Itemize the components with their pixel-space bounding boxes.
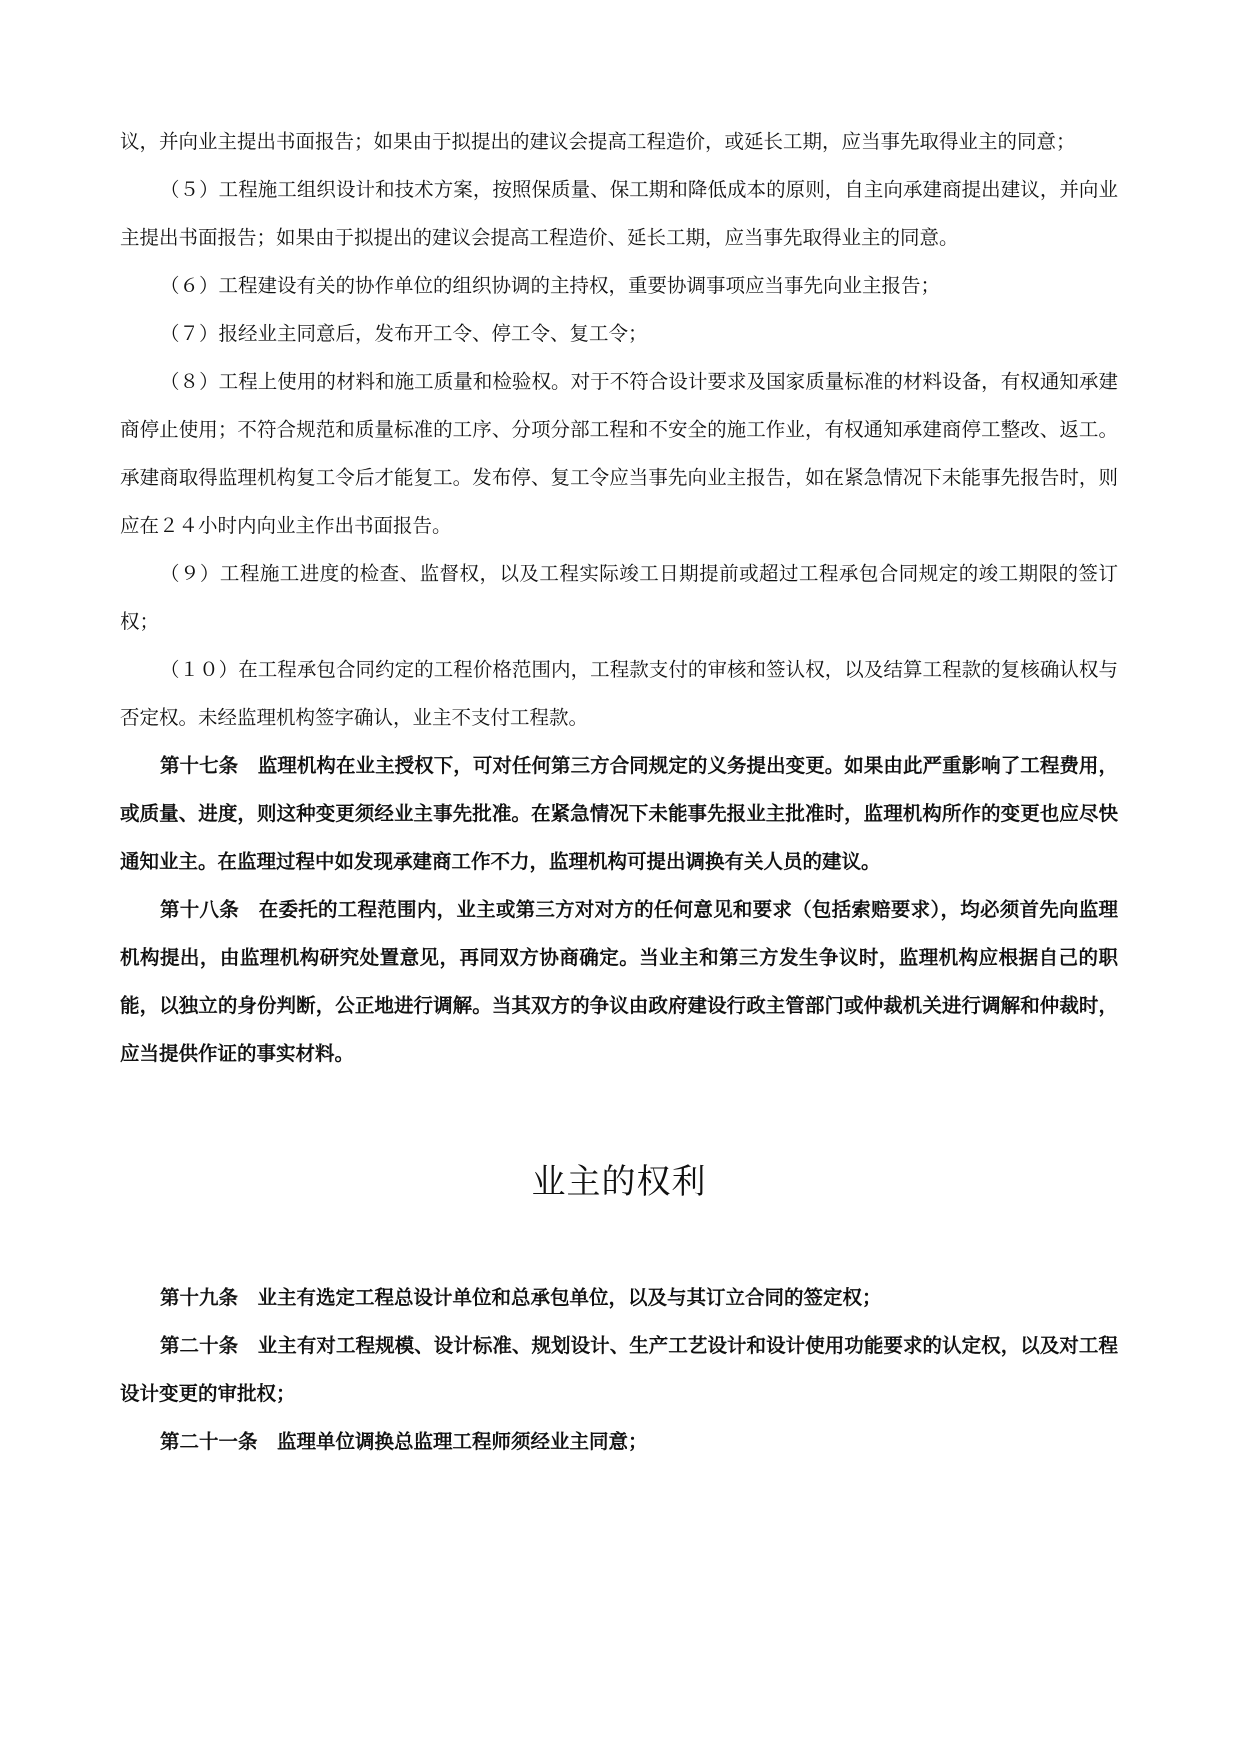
article-18: 第十八条 在委托的工程范围内，业主或第三方对对方的任何意见和要求（包括索赔要求），均必须首先向监理机构提出，由监理机构研究处置意见，再同双方协商确定。当业主和第三方发生争议时，监理机构应根据自己的职能，以独立的身份判断，公正地进行调解。当其双方的争议由政府建设行政主管部门或仲裁机关进行调解和仲裁时，应当提供作证的事实材料。 xyxy=(120,898,1118,1065)
paragraph-item-7: （７）报经业主同意后，发布开工令、停工令、复工令； xyxy=(160,322,648,345)
paragraph-item-6: （６）工程建设有关的协作单位的组织协调的主持权，重要协调事项应当事先向业主报告； xyxy=(160,274,941,297)
article-19: 第十九条 业主有选定工程总设计单位和总承包单位，以及与其订立合同的签定权； xyxy=(160,1286,882,1309)
paragraph-item-5: （５）工程施工组织设计和技术方案，按照保质量、保工期和降低成本的原则，自主向承建商提出建议，并向业主提出书面报告；如果由于拟提出的建议会提高工程造价、延长工期，应当事先取得业主的同意。 xyxy=(120,178,1118,249)
section-title: 业主的权利 xyxy=(531,1162,707,1202)
paragraph-continuation: 议，并向业主提出书面报告；如果由于拟提出的建议会提高工程造价，或延长工期，应当事先取得业主的同意； xyxy=(120,130,1076,153)
document-page xyxy=(120,118,1118,1466)
paragraph-item-10: （１０）在工程承包合同约定的工程价格范围内，工程款支付的审核和签认权，以及结算工程款的复核确认权与否定权。未经监理机构签字确认，业主不支付工程款。 xyxy=(120,658,1118,729)
paragraph-item-9: （９）工程施工进度的检查、监督权，以及工程实际竣工日期提前或超过工程承包合同规定的竣工期限的签订权； xyxy=(120,562,1118,633)
paragraph-item-8: （８）工程上使用的材料和施工质量和检验权。对于不符合设计要求及国家质量标准的材料设备，有权通知承建商停止使用；不符合规范和质量标准的工序、分项分部工程和不安全的施工作业，有权通知承建商停工整改、返工。承建商取得监理机构复工令后才能复工。发布停、复工令应当事先向业主报告，如在紧急情况下未能事先报告时，则应在２４小时内向业主作出书面报告。 xyxy=(120,370,1118,537)
article-20: 第二十条 业主有对工程规模、设计标准、规划设计、生产工艺设计和设计使用功能要求的认定权，以及对工程设计变更的审批权； xyxy=(120,1334,1118,1405)
article-17: 第十七条 监理机构在业主授权下，可对任何第三方合同规定的义务提出变更。如果由此严重影响了工程费用，或质量、进度，则这种变更须经业主事先批准。在紧急情况下未能事先报业主批准时，监理机构所作的变更也应尽快通知业主。在监理过程中如发现承建商工作不力，监理机构可提出调换有关人员的建议。 xyxy=(120,754,1118,873)
article-21: 第二十一条 监理单位调换总监理工程师须经业主同意； xyxy=(160,1430,648,1453)
